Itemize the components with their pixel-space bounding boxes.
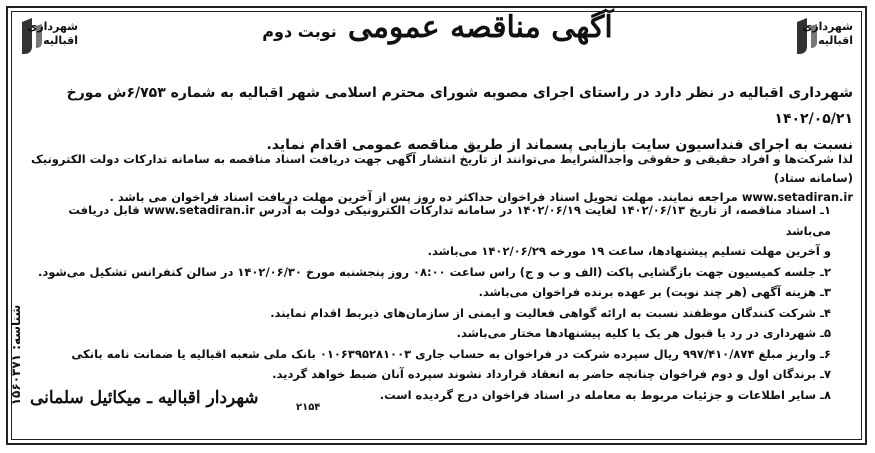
intro-line-2: نسبت به اجرای فنداسیون سایت بازیابی پسماند از طریق مناقصه عمومی اقدام نماید. [266,137,853,153]
list-item: ۴ـ شرکت کنندگان موظفند نسبت به ارائه گواهی فعالیت و ایمنی از سازمان‌های ذیربط اقدام نمایند. [270,305,831,320]
intro-line-1: شهرداری اقبالیه در نظر دارد در راستای اجرای مصوبه شورای محترم اسلامی شهر اقبالیه به شماره ۶/۷۵۳ش مورخ ۱۴۰۲/۰۵/۲۱ [66,85,853,127]
side-id-text: شناسه: ۱۵۶۰۳۷۱ [9,304,23,406]
conditions-list [20,200,831,405]
list-item: ۳ـ هزینه آگهی (هر چند نوبت) بر عهده برنده فراخوان می‌باشد. [478,285,831,299]
list-item: ۸ـ سایر اطلاعات و جزئیات مربوط به معامله در اسناد فراخوان درج گردیده است. [379,387,831,402]
title-suffix: نوبت دوم [262,22,337,41]
notice-code: ۲۱۵۴ [296,402,321,413]
body-line-1: لذا شرکت‌ها و افراد حقیقی و حقوقی واجدالشرایط می‌توانند از تاریخ انتشار آگهی جهت دریافت اسناد مناقصه به سامانه تدارکات دولت الکترونیک (سامانه ستاد) [31,152,853,185]
list-item: ۱ـ اسناد مناقصه، از تاریخ ۱۴۰۲/۰۶/۱۳ لغایت ۱۴۰۲/۰۶/۱۹ در سامانه تدارکات الکترونیکی دولت به آدرس www.setadiran.ir قابل دریافت می‌باشد [68,203,831,238]
side-id-number [2,300,30,410]
intro-paragraph [20,80,853,158]
body-paragraph [20,150,853,207]
logo-text-line2: اقبالیه [43,34,78,47]
list-item: ۷ـ برندگان اول و دوم فراخوان چنانچه حاضر به انعقاد قرارداد نشوند سپرده آنان ضبط خواهد گردید. [272,367,831,381]
signature: شهردار اقبالیه ـ میکائیل سلمانی [30,388,259,408]
logo-text-line1: شهرداری [802,20,853,33]
notice-title [0,10,875,45]
list-item: ۶ـ واریز مبلغ ۹۹۷/۴۱۰/۸۷۴ ریال سپرده شرکت در فراخوان به حساب جاری ۰۱۰۶۳۹۵۲۸۱۰۰۳ بانک ملی شعبه اقبالیه یا ضمانت نامه بانکی [71,346,831,361]
body-line-2: www.setadiran.ir مراجعه نمایند. مهلت تحویل اسناد فراخوان حداکثر ده روز پس از آخرین مهلت دریافت اسناد فراخوان می باشد . [109,190,853,204]
list-item: ۲ـ جلسه کمیسیون جهت بازگشایی پاکت (الف و ب و ج) راس ساعت ۰۸:۰۰ روز پنجشنبه مورخ ۱۴۰۲/۰۶/۳۰ در سالن کنفرانس تشکیل می‌شود. [38,264,831,279]
title-main: آگهی مناقصه عمومی [347,10,613,45]
list-item: و آخرین مهلت تسلیم پیشنهادها، ساعت ۱۹ مورخه ۱۴۰۲/۰۶/۲۹ می‌باشد. [427,244,831,258]
logo-text-line2: اقبالیه [818,34,853,47]
logo-text-line1: شهرداری [27,20,78,33]
list-item: ۵ـ شهرداری در رد یا قبول هر یک یا کلیه پیشنهادها مختار می‌باشد. [456,326,831,340]
